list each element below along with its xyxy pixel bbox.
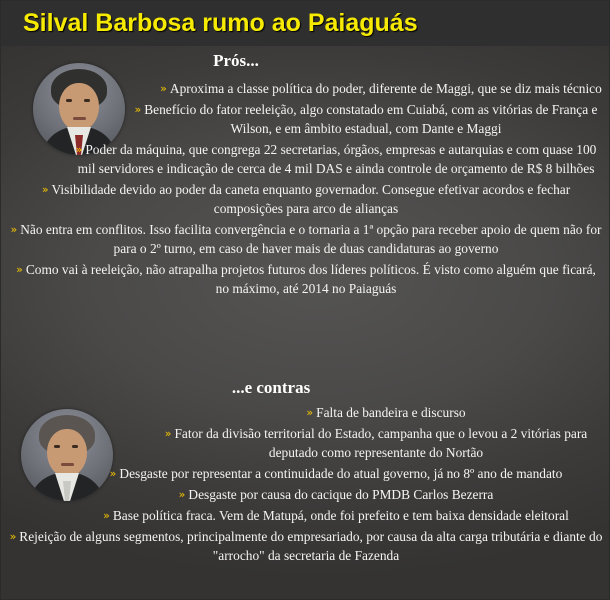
pros-heading: Prós... bbox=[213, 51, 259, 70]
list-item-text: Aproxima a classe política do poder, diferente de Maggi, que se diz mais técnico bbox=[169, 81, 602, 96]
list-item-text: Poder da máquina, que congrega 22 secretarias, órgãos, empresas e autarquias e com quase 100 mil servidores e indicação de cerca de 4 mil DAS e ainda controle de orçamento de R$ 8 bilhões bbox=[77, 142, 597, 176]
bullet-marker-icon: » bbox=[10, 223, 18, 236]
bullet-marker-icon: » bbox=[75, 143, 83, 156]
list-item-text: Falta de bandeira e discurso bbox=[316, 405, 466, 420]
list-item-text: Desgaste por causa do cacique do PMDB Carlos Bezerra bbox=[188, 487, 494, 502]
list-item bbox=[9, 527, 603, 565]
list-item bbox=[9, 403, 603, 422]
list-item bbox=[9, 424, 603, 462]
bullet-marker-icon: » bbox=[164, 427, 172, 440]
bullet-marker-icon: » bbox=[41, 183, 49, 196]
list-item bbox=[9, 260, 603, 298]
list-item bbox=[9, 464, 603, 483]
list-item-text: Rejeição de alguns segmentos, principalmente do empresariado, por causa da alta carga tributária e diante do "arrocho" da secretaria de Fazenda bbox=[19, 529, 603, 563]
title-bar bbox=[1, 1, 610, 46]
list-item bbox=[9, 100, 603, 138]
pros-bullet-list bbox=[9, 79, 603, 300]
bullet-marker-icon: » bbox=[178, 488, 186, 501]
list-item bbox=[9, 140, 603, 178]
cons-bullet-list bbox=[9, 403, 603, 567]
bullet-marker-icon: » bbox=[160, 82, 167, 95]
list-item bbox=[9, 220, 603, 258]
list-item-text: Não entra em conflitos. Isso facilita convergência e o tornaria a 1ª opção para receber apoio de quem não for para o 2º turno, em caso de haver mais de duas candidaturas ao governo bbox=[20, 222, 602, 256]
bullet-marker-icon: » bbox=[103, 509, 110, 522]
list-item-text: Visibilidade devido ao poder da caneta enquanto governador. Consegue efetivar acordos e fechar composições para arco de alianças bbox=[51, 182, 571, 216]
list-item-text: Como vai à reeleição, não atrapalha projetos futuros dos líderes políticos. É visto como alguém que ficará, no máximo, até 2014 no Paiaguás bbox=[25, 262, 596, 296]
list-item bbox=[9, 506, 603, 525]
cons-heading: ...e contras bbox=[231, 378, 311, 397]
list-item bbox=[9, 180, 603, 218]
list-item-text: Benefício do fator reeleição, algo constatado em Cuiabá, com as vitórias de França e Wilson, e em âmbito estadual, com Dante e Maggi bbox=[144, 102, 598, 136]
list-item-text: Desgaste por representar a continuidade do atual governo, já no 8º ano de mandato bbox=[119, 466, 563, 481]
bullet-marker-icon: » bbox=[306, 406, 314, 419]
page-title: Silval Barbosa rumo ao Paiaguás bbox=[23, 9, 418, 37]
list-item-text: Base política fraca. Vem de Matupá, onde foi prefeito e tem baixa densidade eleitoral bbox=[112, 508, 569, 523]
bullet-marker-icon: » bbox=[16, 263, 23, 276]
list-item bbox=[9, 485, 603, 504]
list-item-text: Fator da divisão territorial do Estado, campanha que o levou a 2 vitórias para deputado como representante do Nortão bbox=[174, 426, 588, 460]
bullet-marker-icon: » bbox=[9, 530, 17, 543]
bullet-marker-icon: » bbox=[109, 467, 117, 480]
list-item bbox=[9, 79, 603, 98]
bullet-marker-icon: » bbox=[134, 103, 142, 116]
